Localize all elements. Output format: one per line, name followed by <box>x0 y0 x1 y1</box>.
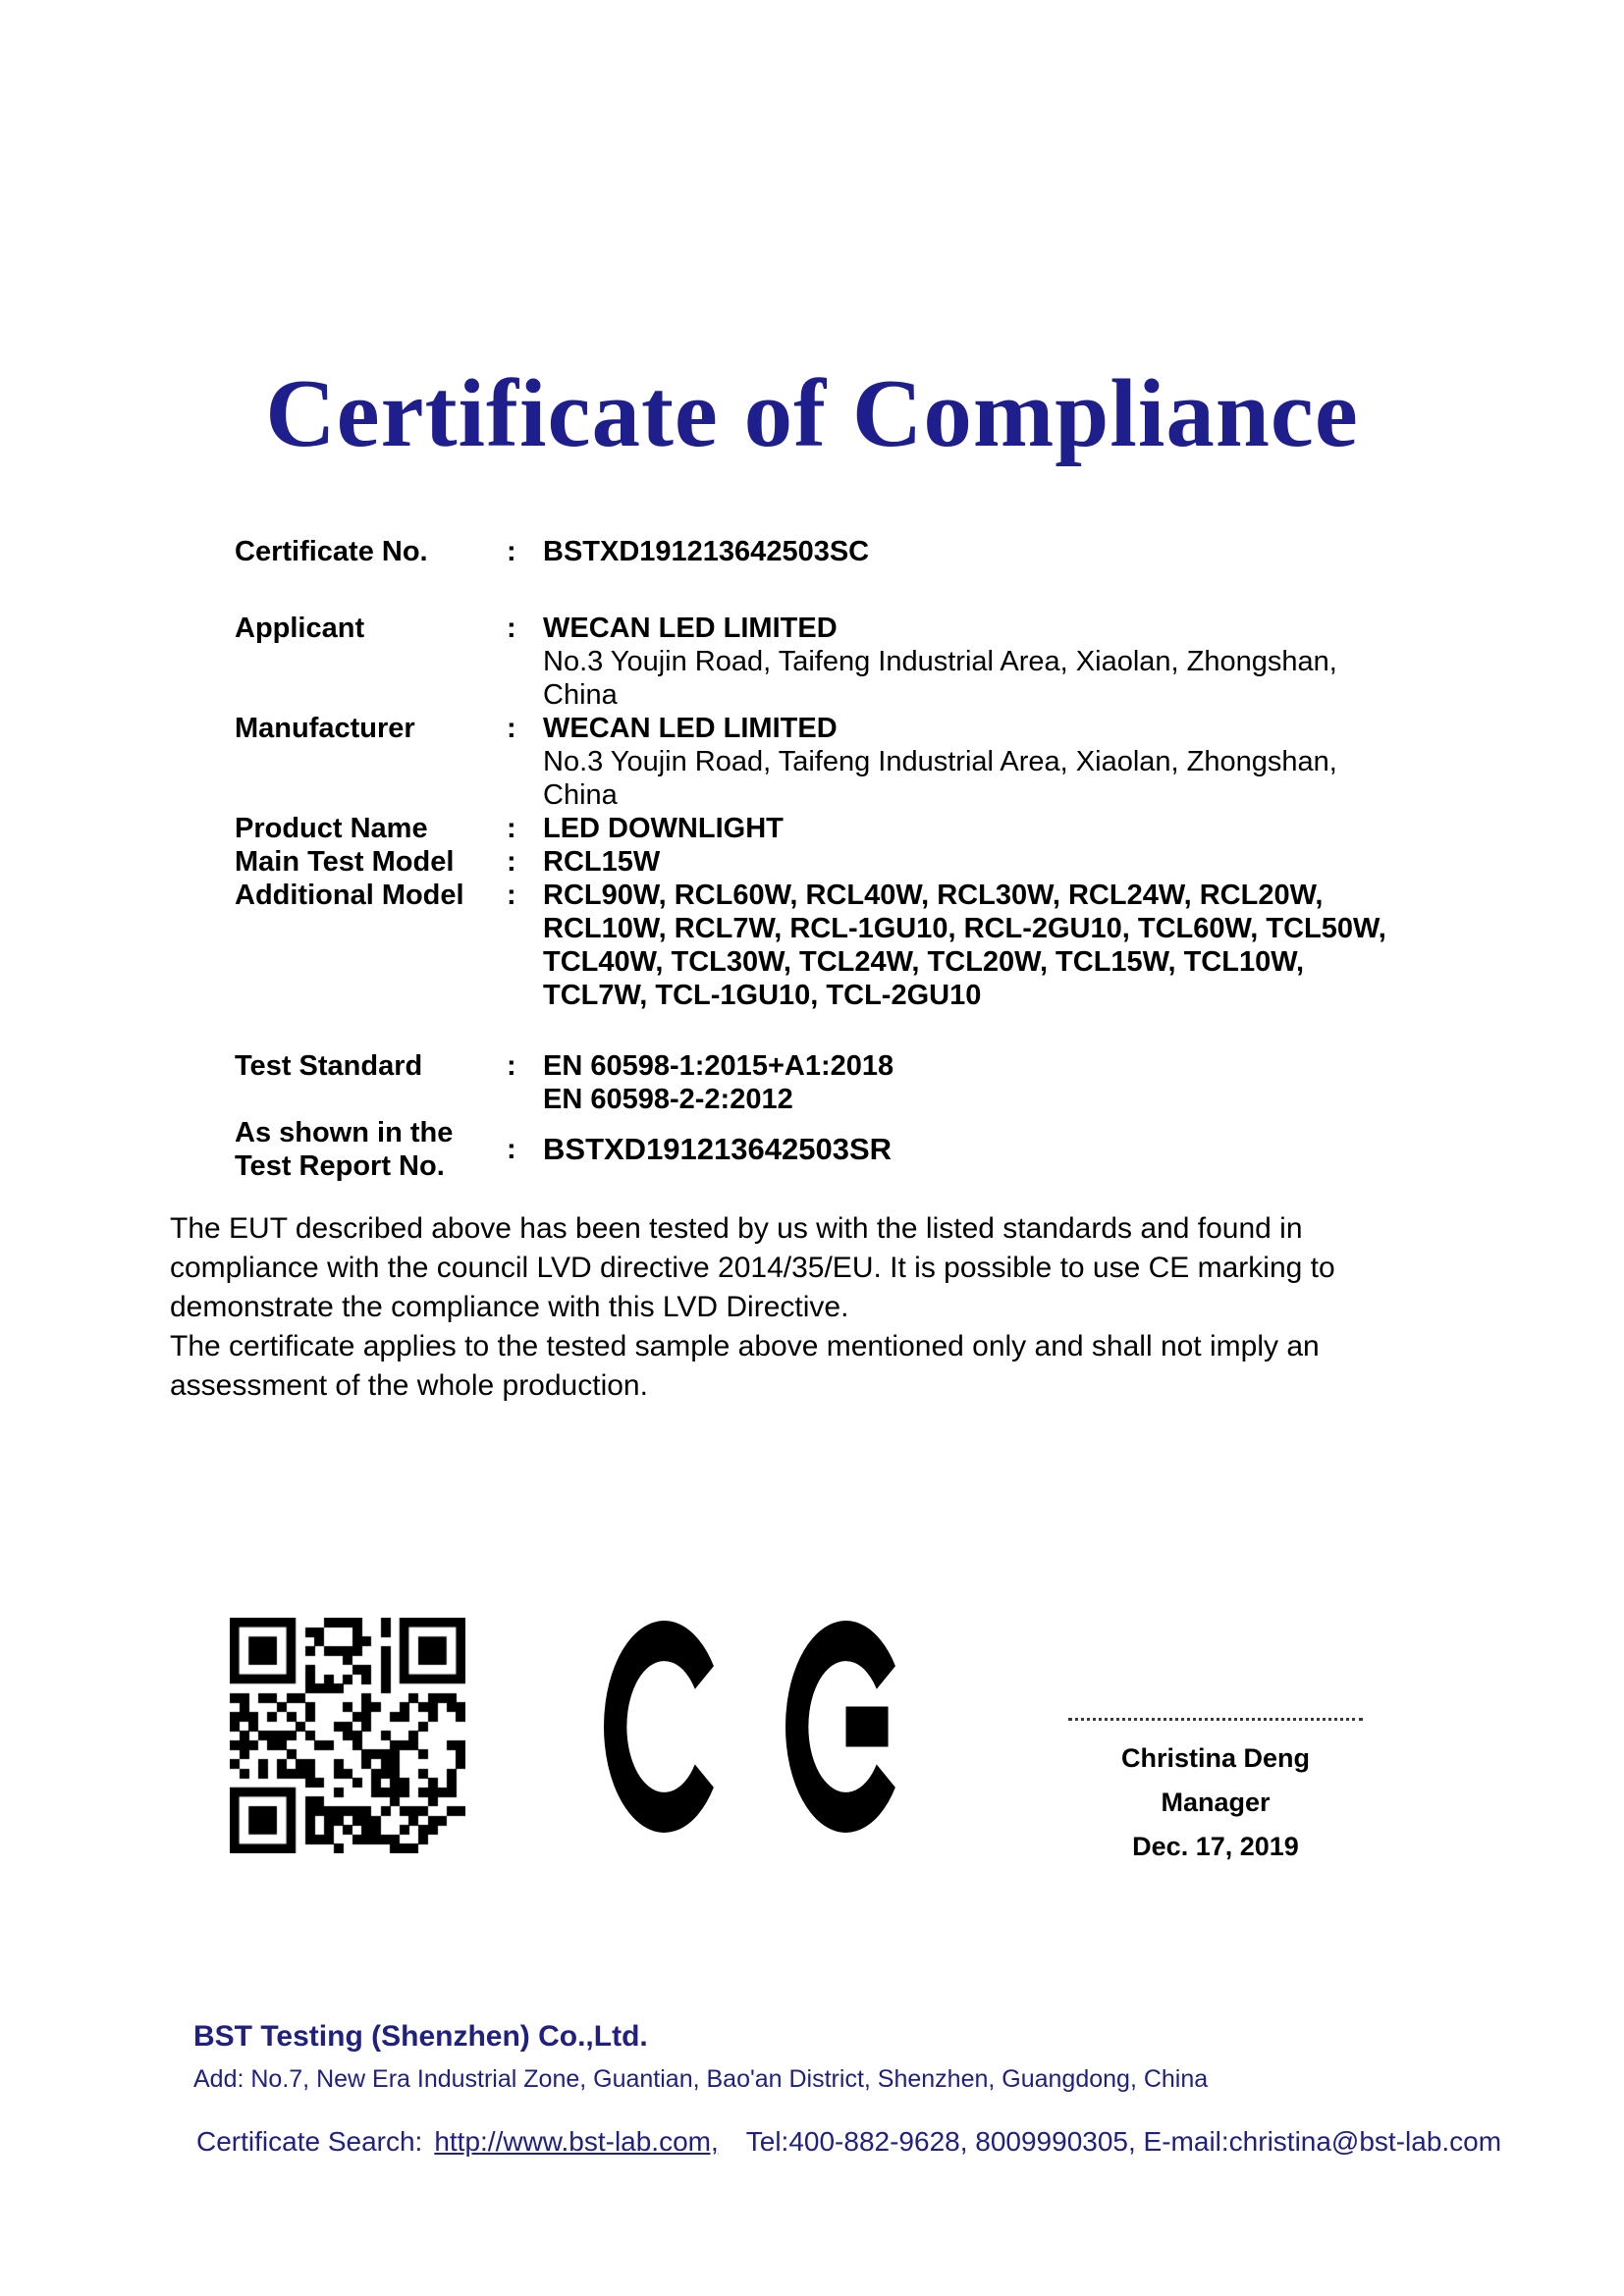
additional-model-label: Additional Model <box>235 880 464 911</box>
colon-separator: : <box>507 880 516 911</box>
field-row-manufacturer <box>235 712 1423 812</box>
ce-mark-icon <box>602 1620 916 1834</box>
qr-code <box>230 1618 465 1853</box>
manufacturer-value <box>543 712 1423 812</box>
colon-separator: : <box>507 1050 516 1082</box>
field-row-certificate-no <box>235 535 1423 568</box>
test-standard-line1: EN 60598-1:2015+A1:2018 <box>543 1050 894 1082</box>
field-row-additional-model <box>235 879 1423 1012</box>
signatory-name: Christina Deng <box>1120 1743 1311 1773</box>
field-row-test-report-no <box>235 1116 1423 1183</box>
declaration-paragraph-2: The certificate applies to the tested sample above mentioned only and shall not imply an assessment of the whole production. <box>170 1330 1320 1402</box>
certificate-no-value: BSTXD191213642503SC <box>543 536 870 567</box>
signatory-role: Manager <box>1161 1788 1271 1817</box>
field-row-test-standard <box>235 1049 1423 1116</box>
field-row-product-name <box>235 812 1423 845</box>
lab-contact-info: Tel:400-882-9628, 8009990305, E-mail:christina@bst-lab.com <box>745 2126 1502 2157</box>
product-name-value: LED DOWNLIGHT <box>543 813 784 844</box>
applicant-address-line1: No.3 Youjin Road, Taifeng Industrial Area, Xiaolan, Zhongshan, <box>543 646 1337 677</box>
certificate-fields <box>235 535 1423 1183</box>
applicant-label: Applicant <box>235 613 365 644</box>
lab-company-name: BST Testing (Shenzhen) Co.,Ltd. <box>193 2020 648 2053</box>
colon-separator: : <box>507 846 516 878</box>
additional-model-line2: RCL10W, RCL7W, RCL-1GU10, RCL-2GU10, TCL60W, TCL50W, <box>543 913 1386 944</box>
applicant-name: WECAN LED LIMITED <box>543 613 838 644</box>
test-report-label <box>235 1116 507 1183</box>
colon-separator: : <box>507 1134 516 1165</box>
certificate-no-label: Certificate No. <box>235 536 428 567</box>
signature-block <box>1056 1718 1376 1869</box>
colon-separator: : <box>507 613 516 644</box>
applicant-address-line2: China <box>543 679 618 711</box>
manufacturer-label: Manufacturer <box>235 713 415 744</box>
certificate-search-label: Certificate Search: <box>196 2126 423 2157</box>
signature-date: Dec. 17, 2019 <box>1132 1832 1299 1861</box>
test-standard-label: Test Standard <box>235 1050 423 1082</box>
test-report-value: BSTXD191213642503SR <box>543 1132 893 1166</box>
main-test-model-label: Main Test Model <box>235 846 455 878</box>
manufacturer-name: WECAN LED LIMITED <box>543 713 838 744</box>
lab-address: Add: No.7, New Era Industrial Zone, Guantian, Bao'an District, Shenzhen, Guangdong, China <box>193 2065 1209 2093</box>
colon-separator: : <box>507 713 516 744</box>
field-row-applicant <box>235 612 1423 712</box>
certificate-search-line <box>196 2126 1501 2158</box>
additional-model-line4: TCL7W, TCL-1GU10, TCL-2GU10 <box>543 980 982 1011</box>
additional-model-line1: RCL90W, RCL60W, RCL40W, RCL30W, RCL24W, RCL20W, <box>543 880 1324 911</box>
manufacturer-address-line1: No.3 Youjin Road, Taifeng Industrial Area, Xiaolan, Zhongshan, <box>543 746 1337 777</box>
manufacturer-address-line2: China <box>543 779 618 811</box>
applicant-value <box>543 612 1423 712</box>
test-report-label-line1: As shown in the <box>235 1117 454 1148</box>
test-standard-line2: EN 60598-2-2:2012 <box>543 1084 793 1115</box>
product-name-label: Product Name <box>235 813 428 844</box>
test-standard-value <box>543 1049 1423 1116</box>
test-report-label-line2: Test Report No. <box>235 1150 445 1182</box>
declaration-text <box>170 1209 1432 1406</box>
colon-separator: : <box>507 813 516 844</box>
signature-dotted-line <box>1068 1718 1363 1721</box>
ce-letter-e <box>778 1620 914 1834</box>
main-test-model-value: RCL15W <box>543 846 661 878</box>
field-row-main-test-model <box>235 845 1423 879</box>
ce-letter-c <box>602 1620 732 1834</box>
additional-model-value <box>543 879 1423 1012</box>
certificate-search-link[interactable]: http://www.bst-lab.com, <box>434 2126 719 2157</box>
colon-separator: : <box>507 536 516 567</box>
additional-model-line3: TCL40W, TCL30W, TCL24W, TCL20W, TCL15W, TCL10W, <box>543 946 1305 978</box>
declaration-paragraph-1: The EUT described above has been tested by us with the listed standards and found in compliance with the council LVD directive 2014/35/EU. It is possible to use CE marking to demonstrate the compliance with this LVD Directive. <box>170 1212 1335 1323</box>
page-title: Certificate of Compliance <box>265 360 1359 467</box>
